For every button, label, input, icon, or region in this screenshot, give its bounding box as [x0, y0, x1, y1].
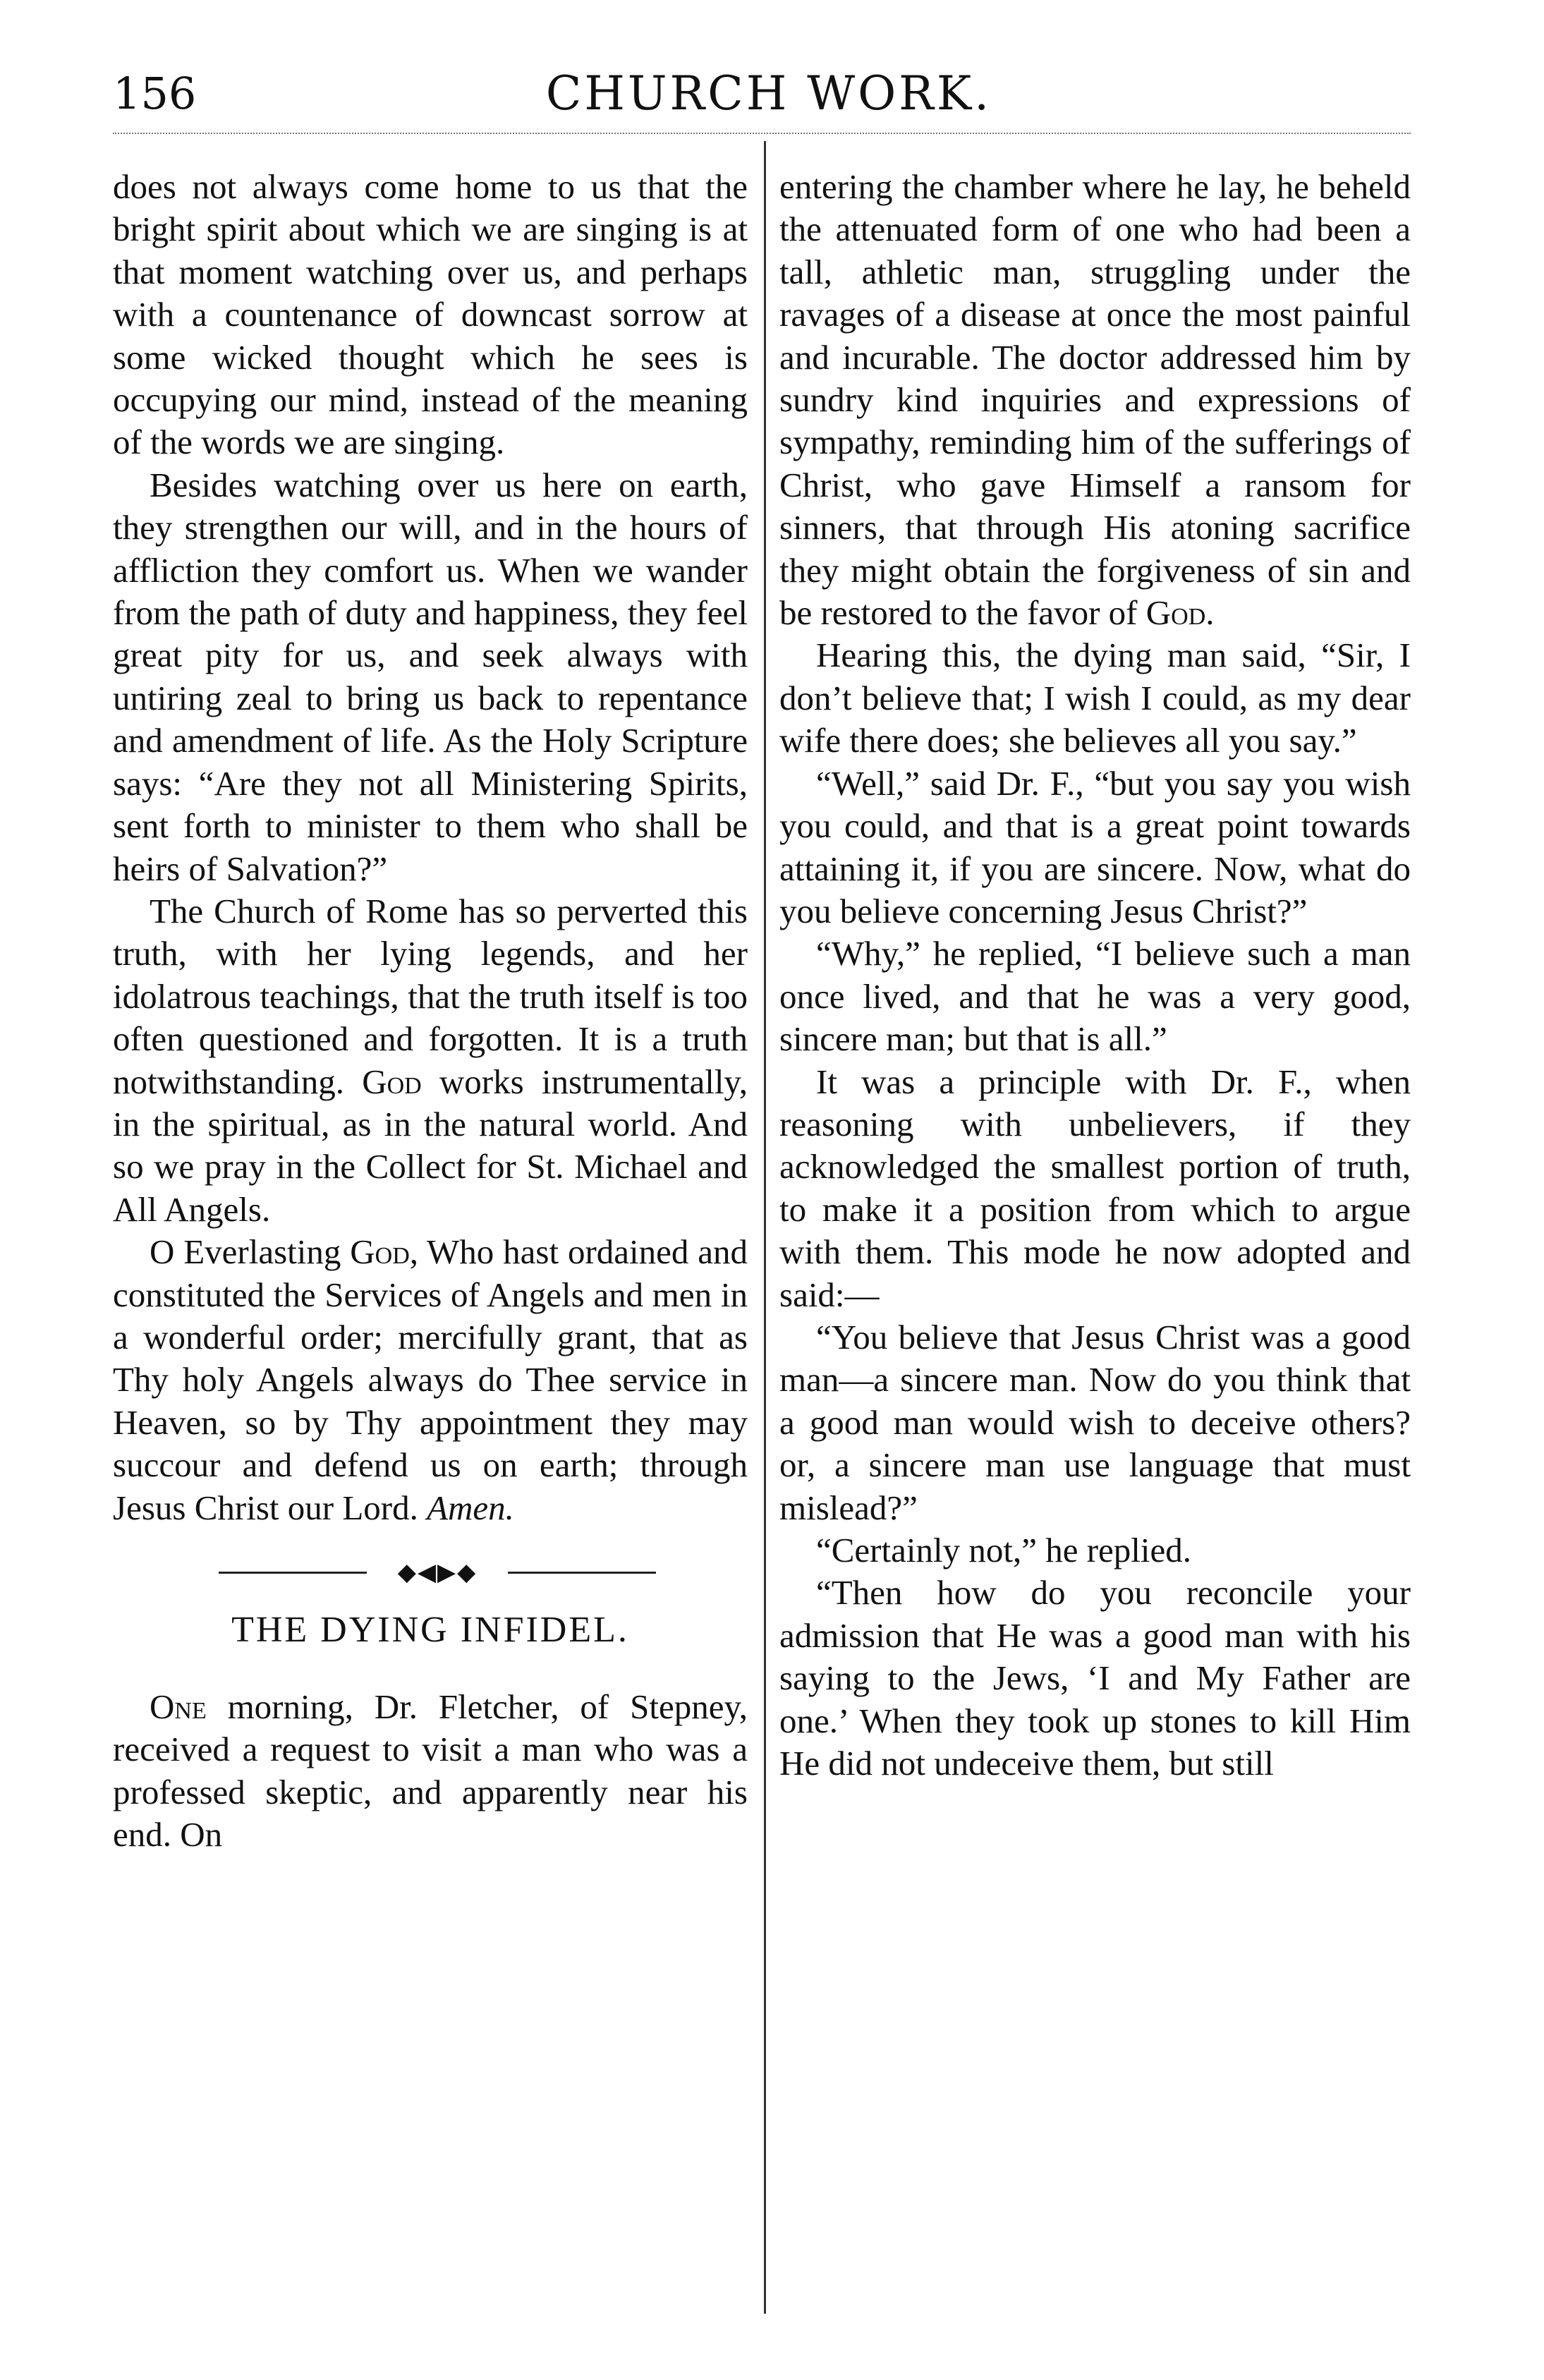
ornament-rule-left	[219, 1572, 367, 1574]
paragraph: does not always come home to us that the bright spirit about which we are singing is at that moment watching over us, and perhaps with a countenance of downcast sorrow at some wicked thought which he sees is occupying our mind, instead of the meaning of the words we are singing.	[113, 167, 748, 462]
section-ornament	[113, 1559, 748, 1587]
left-column	[113, 166, 748, 1857]
column-divider	[764, 141, 766, 2314]
paragraph: Besides watching over us here on earth, they strengthen our will, and in the hours of affliction they comfort us. When we wander from the path of duty and happiness, they feel great pity for us, and seek always with untiring zeal to bring us back to repentance and amendment of life. As the Holy Scripture says: “Are they not all Ministering Spirits, sent forth to minister to them who shall be heirs of Salvation?”	[113, 465, 748, 888]
paragraph	[113, 890, 748, 1231]
amen: Amen.	[427, 1488, 514, 1527]
text-run: entering the chamber where he lay, he beheld the attenuated form of one who had been a tall, athletic man, struggling under the ravages of a disease at once the most painful and incurable. The doctor addressed him by sundry kind inquiries and expressions of sympathy, reminding him of the sufferings of Christ, who gave Himself a ransom for sinners, that through His atoning sacrifice they might obtain the forgiveness of sin and be restored to the favor of	[779, 167, 1411, 633]
divine-name: God	[1145, 593, 1206, 633]
divine-name: God	[362, 1062, 422, 1101]
paragraph: “Certainly not,” he replied.	[816, 1531, 1191, 1570]
section-title: THE DYING INFIDEL.	[231, 1610, 629, 1650]
right-column	[779, 166, 1411, 1785]
divine-name: God	[350, 1232, 410, 1272]
text-run: morning, Dr. Fletcher, of Stepney, received a request to visit a man who was a professed skeptic, and apparently near his end. On	[113, 1687, 748, 1854]
collect-paragraph	[113, 1231, 748, 1529]
ornament-rule-right	[508, 1572, 656, 1574]
text-run: .	[1205, 593, 1215, 633]
paragraph	[779, 166, 1411, 634]
paragraph: Hearing this, the dying man said, “Sir, I don’t believe that; I wish I could, as my dear wife there does; she believes all you say.”	[779, 636, 1411, 760]
page-header	[113, 62, 1425, 126]
page-number: 156	[113, 68, 197, 119]
running-head: CHURCH WORK.	[545, 66, 992, 121]
lead-word: One	[150, 1687, 207, 1726]
paragraph: “Well,” said Dr. F., “but you say you wish you could, and that is a great point towards attaining it, if you are sincere. Now, what do you believe concerning Jesus Christ?”	[779, 763, 1411, 930]
paragraph: It was a principle with Dr. F., when reasoning with unbelievers, if they acknowledged the smallest portion of truth, to make it a position from which to argue with them. This mode he now adopted and said:—	[779, 1062, 1411, 1314]
paragraph: “You believe that Jesus Christ was a good man—a sincere man. Now do you think that a good man would wish to deceive others? or, a sincere man use language that must mislead?”	[779, 1317, 1411, 1527]
text-run: O Everlasting	[150, 1232, 341, 1272]
paragraph: “Why,” he replied, “I believe such a man once lived, and that he was a very good, sincere man; but that is all.”	[779, 934, 1411, 1059]
header-rule	[113, 133, 1411, 134]
paragraph: “Then how do you reconcile your admission that He was a good man with his saying to the Jews, ‘I and My Father are one.’ When they took up stones to kill Him He did not undeceive them, but still	[779, 1573, 1411, 1783]
text-run: works instrumentally, in the spiritual, as in the natural world. And so we pray in the Collect for St. Michael and All Angels.	[113, 1062, 748, 1229]
paragraph	[113, 1686, 748, 1857]
text-run: , Who hast ordained and constituted the Services of Angels and men in a wonderful order; mercifully grant, that as Thy holy Angels always do Thee service in Heaven, so by Thy appointment they may succour and defend us on earth; through Jesus Christ our Lord.	[113, 1232, 748, 1527]
ornament-glyph: ◆◀▶◆	[397, 1560, 478, 1586]
text-run: The Church of Rome has so perverted this truth, with her lying legends, and her idolatrous teachings, that the truth itself is too often questioned and forgotten. It is a truth notwithstanding.	[113, 891, 748, 1101]
